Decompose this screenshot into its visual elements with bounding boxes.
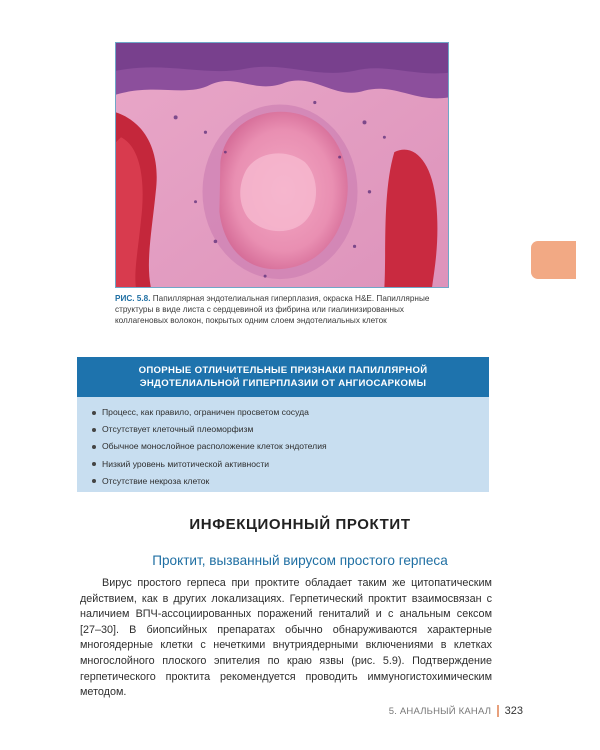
list-item: Процесс, как правило, ограничен просветом сосуда bbox=[92, 404, 489, 421]
figure-label: РИС. 5.8. bbox=[115, 294, 151, 303]
page-footer bbox=[389, 705, 523, 717]
list-item: Отсутствие некроза клеток bbox=[92, 473, 489, 490]
list-item: Низкий уровень митотической активности bbox=[92, 456, 489, 473]
histology-image bbox=[115, 42, 449, 288]
subsection-title: Проктит, вызванный вирусом простого герпеса bbox=[152, 553, 448, 568]
footer-divider bbox=[497, 705, 499, 717]
key-features-box bbox=[77, 357, 489, 492]
figure-caption-text: Папиллярная эндотелиальная гиперплазия, окраска H&E. Папиллярные структуры в виде листа с сердцевиной из фибрина или гиалинизированных коллагеновых волокон, покрытых одним слоем эндотелиальных клеток bbox=[115, 294, 430, 325]
key-features-header bbox=[77, 357, 489, 397]
key-features-body bbox=[77, 397, 489, 492]
key-features-title: ОПОРНЫЕ ОТЛИЧИТЕЛЬНЫЕ ПРИЗНАКИ ПАПИЛЛЯРНОЙ ЭНДОТЕЛИАЛЬНОЙ ГИПЕРПЛАЗИИ ОТ АНГИОСАРКОМЫ bbox=[138, 365, 428, 389]
body-paragraph: Вирус простого герпеса при проктите обладает таким же цитопатическим действием, как в других локализациях. Герпетический проктит взаимосвязан с наличием ВПЧ-ассоциированных поражений гениталий и с анальным сексом [27–30]. В биопсийных препаратах обычно обнаруживаются характерные многоядерные клетки с нечеткими внутриядерными включениями в клетках многослойного плоского эпителия по краю язвы (рис. 5.9). Подтверждение герпетического проктита рекомендуется проводить иммуногистохимическим методом. bbox=[80, 577, 492, 699]
list-item: Отсутствует клеточный плеоморфизм bbox=[92, 421, 489, 438]
list-item: Обычное монослойное расположение клеток эндотелия bbox=[92, 438, 489, 455]
section-title: ИНФЕКЦИОННЫЙ ПРОКТИТ bbox=[189, 516, 411, 533]
figure-caption bbox=[115, 293, 452, 326]
page-number: 323 bbox=[504, 705, 523, 717]
key-features-list bbox=[92, 404, 489, 490]
footer-chapter: 5. АНАЛЬНЫЙ КАНАЛ bbox=[388, 705, 492, 717]
chapter-tab bbox=[531, 241, 576, 279]
